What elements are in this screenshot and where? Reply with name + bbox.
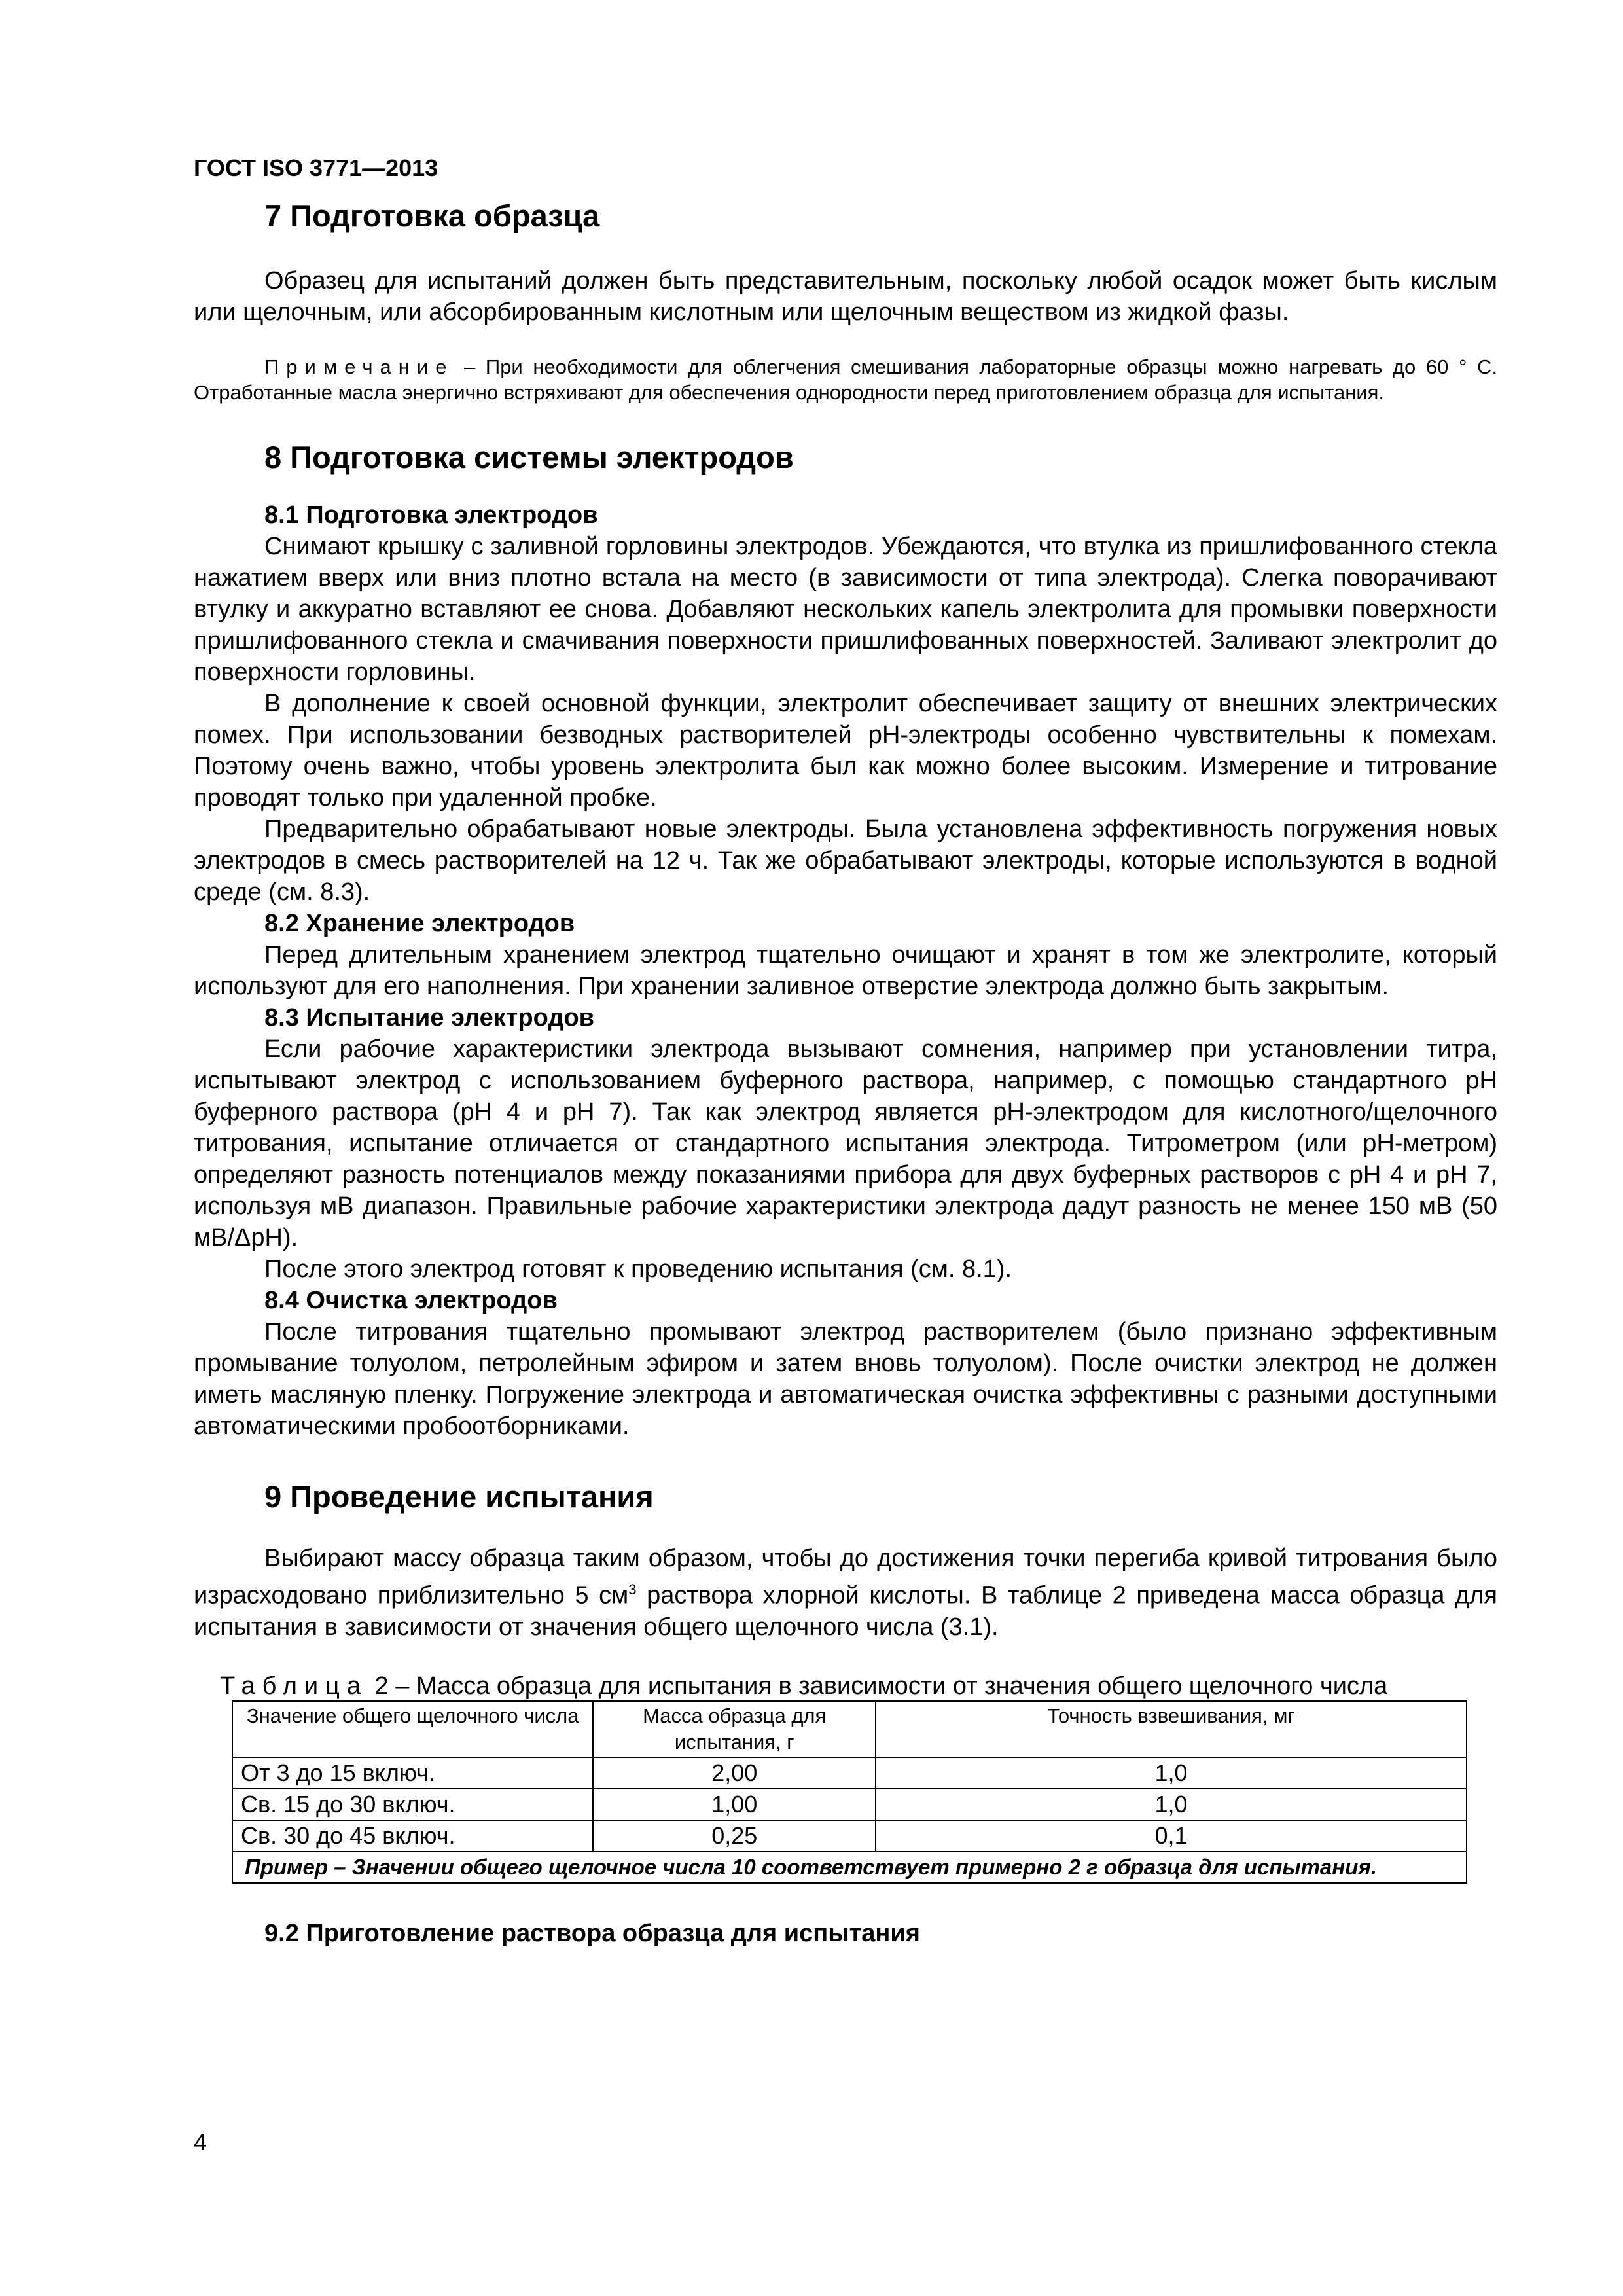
table-cell: Св. 15 до 30 включ. [232,1789,593,1820]
table-caption [194,1672,1497,1700]
table-cell: 1,0 [876,1789,1467,1820]
section-8-1-paragraph-1: Снимают крышку с заливной горловины электродов. Убеждаются, что втулка из пришлифованного стекла нажатием вверх или вниз плотно встала на место (в зависимости от типа электрода). Слегка поворачивают втулку и аккуратно вставляют ее снова. Добавляют нескольких капель электролита для промывки поверхности пришлифованного стекла и смачивания поверхности пришлифованных поверхностей. Заливают электролит до поверхности горловины. [194,533,1497,686]
table-header-row [232,1701,1467,1757]
section-8-3-paragraph-1: Если рабочие характеристики электрода вызывают сомнения, например при установлении титра, испытывают электрод с использованием буферного раствора, например, с помощью стандартного pH буферного раствора (pH 4 и pH 7). Так как электрод является pH-электродом для кислотного/щелочного титрования, испытание отличается от стандартного испытания электрода. Титрометром (или pH-метром) определяют разность потенциалов между показаниями прибора для двух буферных растворов с pH 4 и pH 7, используя мВ диапазон. Правильные рабочие характеристики электрода дадут разность не менее 150 мВ (50 мВ/ΔpH). [194,1035,1497,1251]
section-8-2-paragraph: Перед длительным хранением электрод тщательно очищают и хранят в том же электролите, который используют для его наполнения. При хранении заливное отверстие электрода должно быть закрытым. [194,941,1497,1000]
section-9-title: 9 Проведение испытания [264,1479,654,1514]
section-7-note [194,354,1497,405]
page-number: 4 [194,2128,207,2155]
table-cell: 1,0 [876,1757,1467,1789]
header-weighing-accuracy: Точность взвешивания, мг [876,1701,1467,1757]
table-row [232,1820,1467,1852]
section-7-title: 7 Подготовка образца [264,198,600,233]
table-example-row [232,1852,1467,1883]
section-8-3-title: 8.3 Испытание электродов [264,1004,595,1031]
section-7-paragraph: Образец для испытаний должен быть представительным, поскольку любой осадок может быть кислым или щелочным, или абсорбированным кислотным или щелочным веществом из жидкой фазы. [194,267,1497,326]
section-9-paragraph [194,1543,1497,1643]
note-label: Примечание [264,355,454,378]
table-cell: 0,25 [593,1820,876,1852]
section-8-1-title: 8.1 Подготовка электродов [264,501,598,529]
table-cell: Св. 30 до 45 включ. [232,1820,593,1852]
section-8-4-paragraph: После титрования тщательно промывают электрод растворителем (было признано эффективным промывание толуолом, петролейным эфиром и затем вновь толуолом). После очистки электрод не должен иметь масляную пленку. Погружение электрода и автоматическая очистка эффективны с разными доступными автоматическими пробоотборниками. [194,1318,1497,1440]
table-caption-text: 2 – Масса образца для испытания в зависимости от значения общего щелочного числа [368,1672,1388,1700]
section-9-2-title: 9.2 Приготовление раствора образца для испытания [264,1919,920,1947]
table-cell: 2,00 [593,1757,876,1789]
sample-mass-table [232,1700,1467,1884]
page-content [194,196,1497,1949]
section-8-1-paragraph-2: В дополнение к своей основной функции, электролит обеспечивает защиту от внешних электрических помех. При использовании безводных растворителей pH-электроды особенно чувствительны к помехам. Поэтому очень важно, чтобы уровень электролита был как можно более высоким. Измерение и титрование проводят только при удаленной пробке. [194,690,1497,812]
superscript-3: 3 [628,1581,637,1598]
section-8-title: 8 Подготовка системы электродов [264,440,794,475]
section-8-1-paragraph-3: Предварительно обрабатывают новые электроды. Была установлена эффективность погружения новых электродов в смесь растворителей на 12 ч. Так же обрабатывают электроды, которые используются в водной среде (см. 8.3). [194,816,1497,906]
table-label: Таблица [220,1672,368,1700]
section-9-text-b: раствора хлорной кислоты. В таблице 2 приведена масса образца для испытания в зависимости от значения общего щелочного числа (3.1). [194,1581,1497,1641]
table-cell: 0,1 [876,1820,1467,1852]
document-header: ГОСТ ISO 3771—2013 [194,154,438,181]
section-9-text-a: Выбирают массу образца таким образом, чтобы до достижения точки перегиба кривой титрования было израсходовано приблизительно 5 см [194,1545,1497,1609]
table-cell: От 3 до 15 включ. [232,1757,593,1789]
table-cell: 1,00 [593,1789,876,1820]
section-8-2-title: 8.2 Хранение электродов [264,910,575,937]
table-example: Пример – Значении общего щелочное числа 10 соответствует примерно 2 г образца для испытания. [232,1852,1467,1883]
table-row [232,1789,1467,1820]
section-8-3-paragraph-2: После этого электрод готовят к проведению испытания (см. 8.1). [264,1255,1012,1283]
note-text: – При необходимости для облегчения смешивания лабораторные образцы можно нагревать до 60 ° С. Отработанные масла энергично встряхивают для обеспечения однородности перед приготовлением образца для испытания. [194,355,1497,404]
section-8-4-title: 8.4 Очистка электродов [264,1287,558,1314]
table-row [232,1757,1467,1789]
header-alkaline-number: Значение общего щелочного числа [232,1701,593,1757]
header-sample-mass: Масса образца для испытания, г [593,1701,876,1757]
